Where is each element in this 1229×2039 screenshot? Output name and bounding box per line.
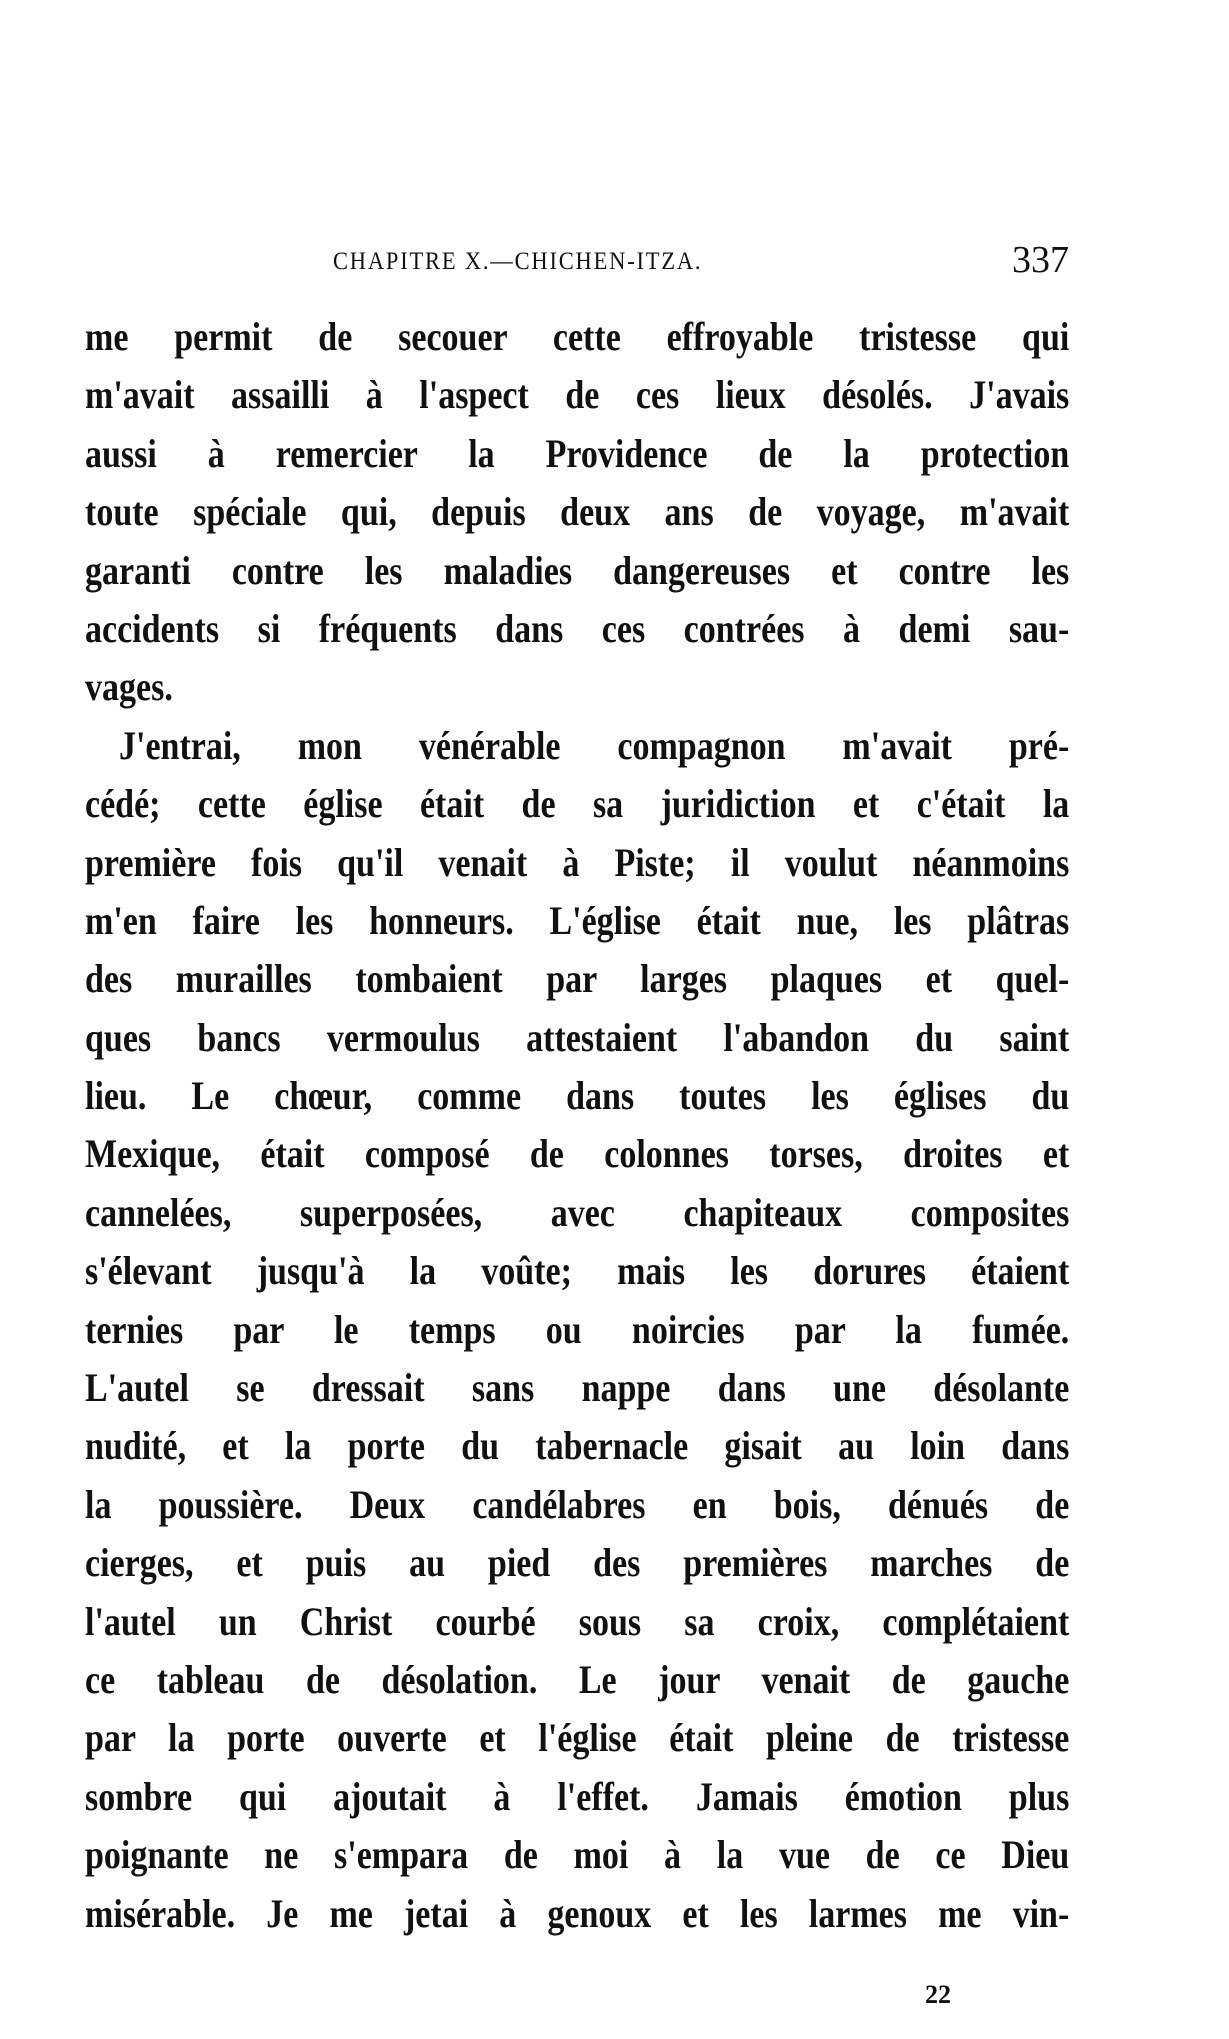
text-line: poignante ne s'empara de moi à la vue de ce Dieu xyxy=(85,1832,1070,1878)
text-line: Mexique, était composé de colonnes torses, droites et xyxy=(85,1131,1070,1177)
text-line: toute spéciale qui, depuis deux ans de voyage, m'avait xyxy=(85,489,1070,535)
text-line: vages. xyxy=(85,664,173,710)
running-head: CHAPITRE X.—CHICHEN-ITZA. xyxy=(333,248,703,275)
text-line: ce tableau de désolation. Le jour venait de gauche xyxy=(85,1656,1070,1702)
text-line: m'avait assailli à l'aspect de ces lieux désolés. J'avais xyxy=(85,372,1070,418)
text-line: me permit de secouer cette effroyable tristesse qui xyxy=(85,314,1070,359)
text-line: accidents si fréquents dans ces contrées à demi sau- xyxy=(85,605,1070,651)
text-line: sombre qui ajoutait à l'effet. Jamais émotion plus xyxy=(85,1773,1070,1819)
text-line: par la porte ouverte et l'église était pleine de tristesse xyxy=(85,1715,1070,1761)
text-line: m'en faire les honneurs. L'église était nue, les plâtras xyxy=(85,897,1070,943)
page-number: 337 xyxy=(1012,239,1069,281)
text-line: misérable. Je me jetai à genoux et les larmes me vin- xyxy=(85,1890,1070,1936)
text-line: cédé; cette église était de sa juridiction et c'était la xyxy=(85,781,1070,827)
text-line: ternies par le temps ou noircies par la fumée. xyxy=(85,1306,1070,1352)
signature-mark: 22 xyxy=(925,1980,951,2009)
text-line: garanti contre les maladies dangereuses et contre les xyxy=(85,547,1070,593)
text-line: cierges, et puis au pied des premières marches de xyxy=(85,1540,1070,1586)
text-line: l'autel un Christ courbé sous sa croix, complétaient xyxy=(85,1598,1070,1644)
text-line: des murailles tombaient par larges plaques et quel- xyxy=(85,956,1070,1002)
text-line: L'autel se dressait sans nappe dans une désolante xyxy=(85,1365,1070,1411)
text-line: nudité, et la porte du tabernacle gisait au loin dans xyxy=(85,1423,1070,1469)
text-line: ques bancs vermoulus attestaient l'abandon du saint xyxy=(85,1014,1070,1060)
body-text xyxy=(85,308,1069,1943)
text-line: aussi à remercier la Providence de la protection xyxy=(85,430,1070,476)
text-line: s'élevant jusqu'à la voûte; mais les dorures étaient xyxy=(85,1248,1070,1294)
text-line: première fois qu'il venait à Piste; il voulut néanmoins xyxy=(85,839,1070,885)
text-line: J'entrai, mon vénérable compagnon m'avait pré- xyxy=(119,722,1070,768)
text-line: cannelées, superposées, avec chapiteaux composites xyxy=(85,1189,1070,1235)
text-line: la poussière. Deux candélabres en bois, dénués de xyxy=(85,1481,1070,1527)
text-line: lieu. Le chœur, comme dans toutes les églises du xyxy=(85,1073,1070,1119)
